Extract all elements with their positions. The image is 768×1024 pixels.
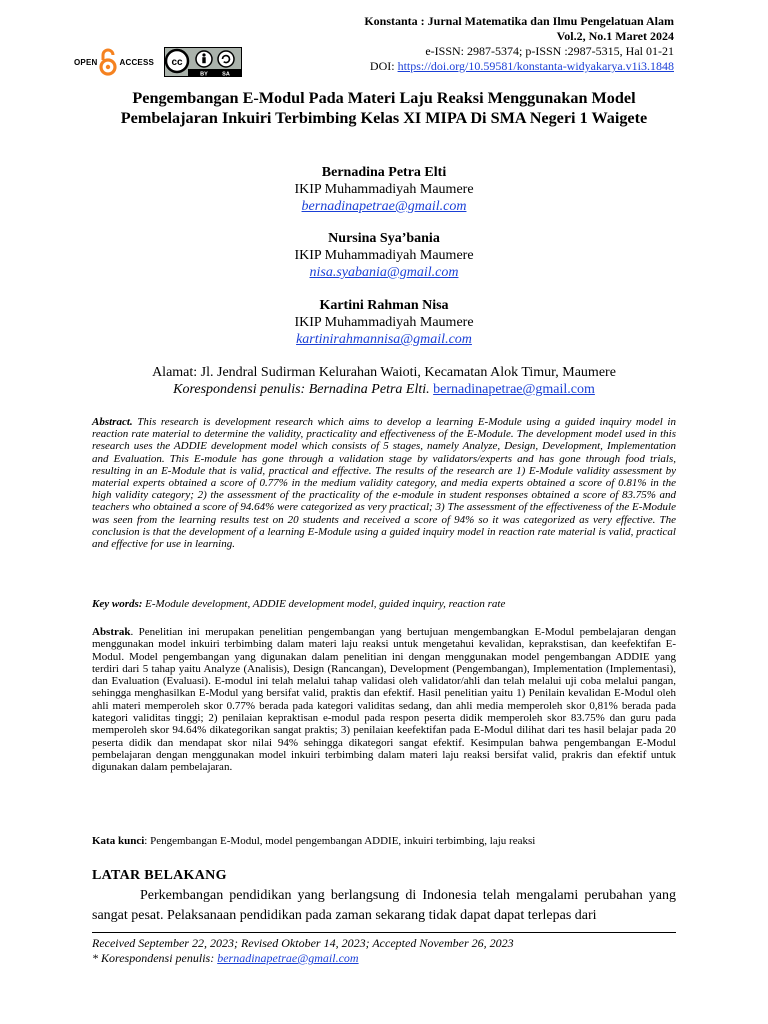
footer-correspondence-label: * Korespondensi penulis: bbox=[92, 951, 218, 965]
abstract-english-label: Abstract. bbox=[92, 416, 133, 428]
cc-by-label: BY bbox=[200, 71, 208, 77]
journal-volume: Vol.2, No.1 Maret 2024 bbox=[556, 29, 674, 43]
keywords-indonesian bbox=[92, 835, 676, 848]
license-logos bbox=[74, 42, 242, 82]
address-text: Alamat: Jl. Jendral Sudirman Kelurahan Waioti, Kecamatan Alok Timur, Maumere bbox=[152, 365, 616, 380]
author-3 bbox=[0, 297, 768, 348]
abstract-english bbox=[92, 416, 676, 550]
author-email-link[interactable]: bernadinapetrae@gmail.com bbox=[301, 199, 467, 214]
abstract-indonesian-label: Abstrak bbox=[92, 626, 131, 638]
footer-correspondence-email-link[interactable]: bernadinapetrae@gmail.com bbox=[217, 951, 359, 965]
section-paragraph: Perkembangan pendidikan yang berlangsung di Indonesia telah mengalami perubahan yang sangat pesat. Pelaksanaan pendidikan pada zaman sekarang tidak dapat dapat terlepas dari bbox=[92, 888, 676, 923]
address-block bbox=[0, 364, 768, 398]
cc-by-sa-icon bbox=[164, 47, 242, 77]
journal-issn: e-ISSN: 2987-5374; p-ISSN :2987-5315, Hal 01-21 bbox=[425, 44, 674, 58]
footer-divider bbox=[92, 932, 676, 933]
author-email-link[interactable]: kartinirahmannisa@gmail.com bbox=[296, 332, 472, 347]
author-affiliation: IKIP Muhammadiyah Maumere bbox=[294, 248, 474, 263]
author-2 bbox=[0, 230, 768, 281]
keywords-indonesian-text: : Pengembangan E-Modul, model pengembangan ADDIE, inkuiri terbimbing, laju reaksi bbox=[144, 835, 536, 847]
open-access-lock-icon bbox=[99, 48, 117, 76]
keywords-indonesian-label: Kata kunci bbox=[92, 835, 145, 847]
abstract-indonesian bbox=[92, 626, 676, 774]
cc-sa-label: SA bbox=[222, 71, 230, 77]
open-access-open-word: OPEN bbox=[74, 57, 98, 67]
author-name: Nursina Sya’bania bbox=[328, 231, 440, 246]
author-1 bbox=[0, 164, 768, 215]
correspondence-label: Korespondensi penulis: Bernadina Petra Elti. bbox=[173, 382, 434, 397]
author-name: Kartini Rahman Nisa bbox=[319, 298, 449, 313]
doi-label: DOI: bbox=[369, 59, 398, 73]
keywords-english bbox=[92, 598, 676, 611]
journal-header bbox=[364, 14, 674, 74]
doi-link[interactable]: https://doi.org/10.59581/konstanta-widyakarya.v1i3.1848 bbox=[397, 59, 674, 73]
keywords-english-text: E-Module development, ADDIE development model, guided inquiry, reaction rate bbox=[142, 598, 506, 610]
journal-doi bbox=[364, 59, 674, 74]
correspondence-line bbox=[0, 381, 768, 398]
section-heading: LATAR BELAKANG bbox=[92, 868, 227, 883]
author-email-link[interactable]: nisa.syabania@gmail.com bbox=[309, 265, 459, 280]
svg-text:cc: cc bbox=[171, 57, 183, 68]
footer-correspondence bbox=[92, 951, 514, 966]
open-access-logo bbox=[74, 48, 154, 76]
open-access-access-word: ACCESS bbox=[119, 57, 155, 67]
creative-commons-badge bbox=[164, 47, 242, 77]
paper-title bbox=[90, 88, 678, 128]
abstract-english-text: This research is development research which aims to develop a learning E-Module using a guided inquiry model in reaction rate material to determine the validity, practicality and effectiveness of the E-Module. The development model used in this research uses the ADDIE development model which consists of 5 stages, namely Analyze, Design, Development, Implementation and Evaluation. This E-module has gone through a validation stage by validators/experts and has gone through food trials, resulting in an E-Module that is valid, practical and effective. The results of the research are 1) E-Module validity assessment by material experts obtained a score of 0.77% in the medium validity category, and media experts obtained a score of 0.81% in the high validity category; 2) the assessment of the practicality of the e-module in student responses obtained a score of 83.75% and teachers who obtained a score of 94.64% were categorized as very practical; 3) The assessment of the effectiveness of the E-Module was seen from the learning results test on 20 students and received a score of 94% so it was categorized as very effective. The conclusion is that the development of a learning E-Module using a guided inquiry model in reaction rate material is valid, practical and effective for use in learning. bbox=[92, 416, 676, 551]
page-footer bbox=[92, 936, 514, 966]
keywords-english-label: Key words: bbox=[92, 598, 143, 610]
correspondence-email-link[interactable]: bernadinapetrae@gmail.com bbox=[433, 382, 595, 397]
received-dates: Received September 22, 2023; Revised Oktober 14, 2023; Accepted November 26, 2023 bbox=[92, 936, 514, 950]
author-name: Bernadina Petra Elti bbox=[321, 165, 447, 180]
author-affiliation: IKIP Muhammadiyah Maumere bbox=[294, 315, 474, 330]
journal-name: Konstanta : Jurnal Matematika dan Ilmu Pengelatuan Alam bbox=[364, 14, 674, 28]
paper-title-text: Pengembangan E-Modul Pada Materi Laju Reaksi Menggunakan Model Pembelajaran Inkuiri Terbimbing Kelas XI MIPA Di SMA Negeri 1 Waigete bbox=[120, 89, 648, 127]
author-affiliation: IKIP Muhammadiyah Maumere bbox=[294, 182, 474, 197]
abstract-indonesian-text: . Penelitian ini merupakan penelitian pengembangan yang bertujuan mengembangkan E-Modul pembelajaran dengan menggunakan model inkuiri terbimbing dalam materi laju reaksi untuk mengetahui kevalidan, keprakstisan, dan keefektifan E-Modul. Model pengembangan yang digunakan dalam penelitian ini dengan menggunakan model pengembangan ADDIE yang terdiri dari 5 tahap yaitu Analyze (Analisis), Design (Rancangan), Development (Pengembangan), Implementation (Implementasi), dan Evaluation (Evaluasi). E-modul ini telah melalui tahap validasi oleh validator/ahli dan telah melalui uji coba melalui pangan, sehingga menghasilkan E-Modul yang bersifat valid, praktis dan efektif. Hasil penelitian yaitu 1) Penilain kevalidan E-Modul oleh ahli materi memperoleh skor 0.77% berada pada kategori validitas sedang, dan ahli media memperoleh skor 0,81% berada pada kategori validitas tinggi; 2) penilaian kepraktisan e-modul pada respon peserta didik memperoleh skor 83.75% dan guru pada memperoleh skor 94.64% dikategorikan sangat praktis; 3) penilaian keefektifan pada E-Modul dilihat dari tes hasil belajar pada 20 peserta didik dan mendapat skor nilai 94% sehingga dikategori sangat efektif. Kesimpulan bahwa pengembangan E-Modul pembelajaran dengan menggunakan model inkuiri terbimbing dalam materi laju reaksi bersifat valid, prakris dan efektif untuk digunakan dalam pembelajaran. bbox=[92, 626, 676, 774]
